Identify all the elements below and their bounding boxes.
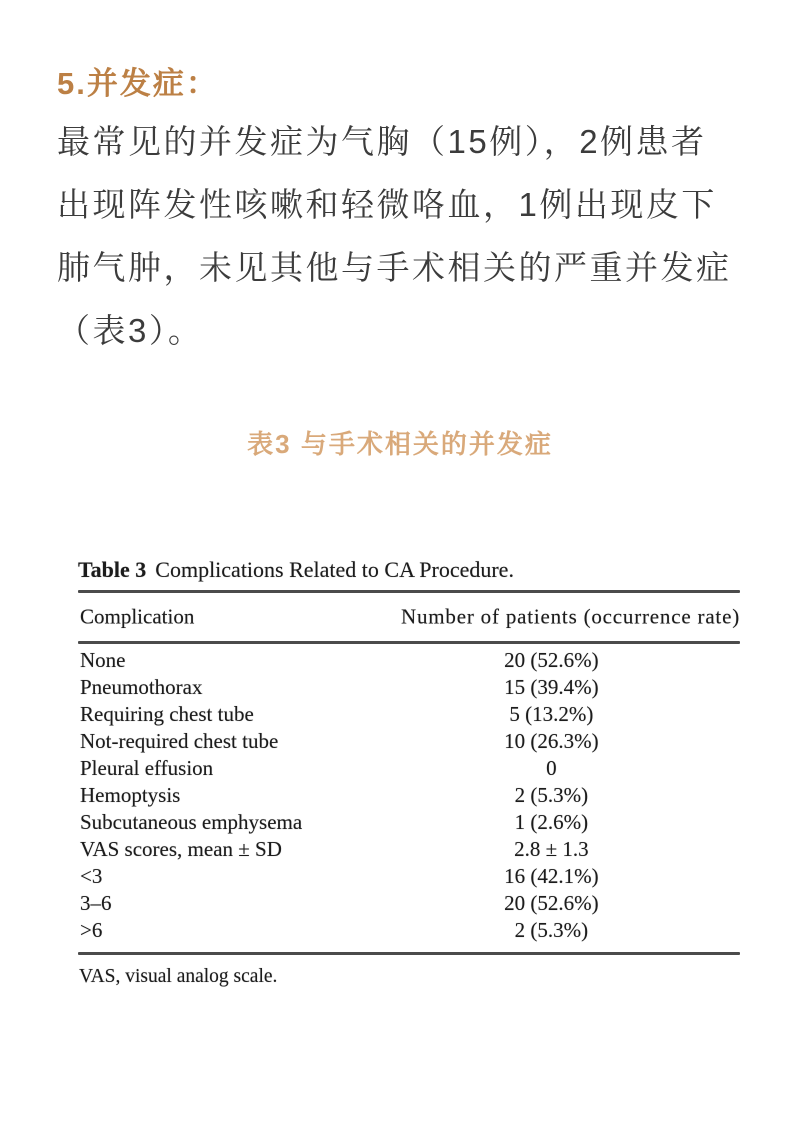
row-value: 16 (42.1%) (504, 864, 599, 888)
table-row (78, 674, 740, 701)
row-value: 5 (13.2%) (509, 702, 594, 726)
section-heading: 5.并发症： (57, 66, 219, 101)
row-value: 20 (52.6%) (504, 891, 599, 915)
row-label: VAS scores, mean ± SD (80, 837, 282, 861)
table-row (78, 728, 740, 755)
row-label: 3–6 (80, 891, 112, 915)
table-row (78, 863, 740, 890)
row-label: Requiring chest tube (80, 702, 254, 726)
row-value: 0 (546, 756, 557, 780)
row-value: 1 (2.6%) (514, 810, 589, 834)
row-label: Not-required chest tube (80, 729, 279, 753)
row-value: 20 (52.6%) (504, 648, 599, 672)
table-bottom-rule (78, 952, 740, 955)
table-footnote: VAS, visual analog scale. (79, 966, 278, 987)
body-paragraph (57, 110, 767, 362)
table-caption-cn: 表3 与手术相关的并发症 (247, 429, 553, 459)
row-label: None (80, 648, 126, 672)
row-label: Subcutaneous emphysema (80, 810, 303, 834)
table-title-text: Complications Related to CA Procedure. (155, 557, 514, 582)
row-value: 2 (5.3%) (514, 783, 589, 807)
table-header-row (78, 593, 740, 641)
table-title-label: Table 3 (78, 557, 147, 582)
row-label: Pleural effusion (80, 756, 214, 780)
paragraph-line: 肺气肿，未见其他与手术相关的严重并发症 (57, 249, 732, 286)
row-value: 2.8 ± 1.3 (514, 837, 589, 861)
table-row (78, 647, 740, 674)
row-value: 2 (5.3%) (514, 918, 589, 942)
paragraph-line: 最常见的并发症为气胸（15例），2例患者 (57, 123, 707, 160)
row-label: Pneumothorax (80, 675, 203, 699)
column-header-complication: Complication (80, 604, 195, 629)
table-row (78, 782, 740, 809)
table-row (78, 917, 740, 944)
table-row (78, 755, 740, 782)
row-label: >6 (80, 918, 103, 942)
column-header-number-of-patients: Number of patients (occurrence rate) (401, 604, 740, 629)
row-label: Hemoptysis (80, 783, 181, 807)
table-row (78, 809, 740, 836)
row-value: 10 (26.3%) (504, 729, 599, 753)
table-row (78, 890, 740, 917)
row-label: <3 (80, 864, 103, 888)
table-title (78, 556, 740, 590)
row-value: 15 (39.4%) (504, 675, 599, 699)
table-body (78, 644, 740, 952)
paragraph-line: （表3）。 (57, 312, 204, 349)
table-figure (78, 556, 740, 988)
table-row (78, 701, 740, 728)
paragraph-line: 出现阵发性咳嗽和轻微咯血，1例出现皮下 (57, 186, 717, 223)
table-row (78, 836, 740, 863)
